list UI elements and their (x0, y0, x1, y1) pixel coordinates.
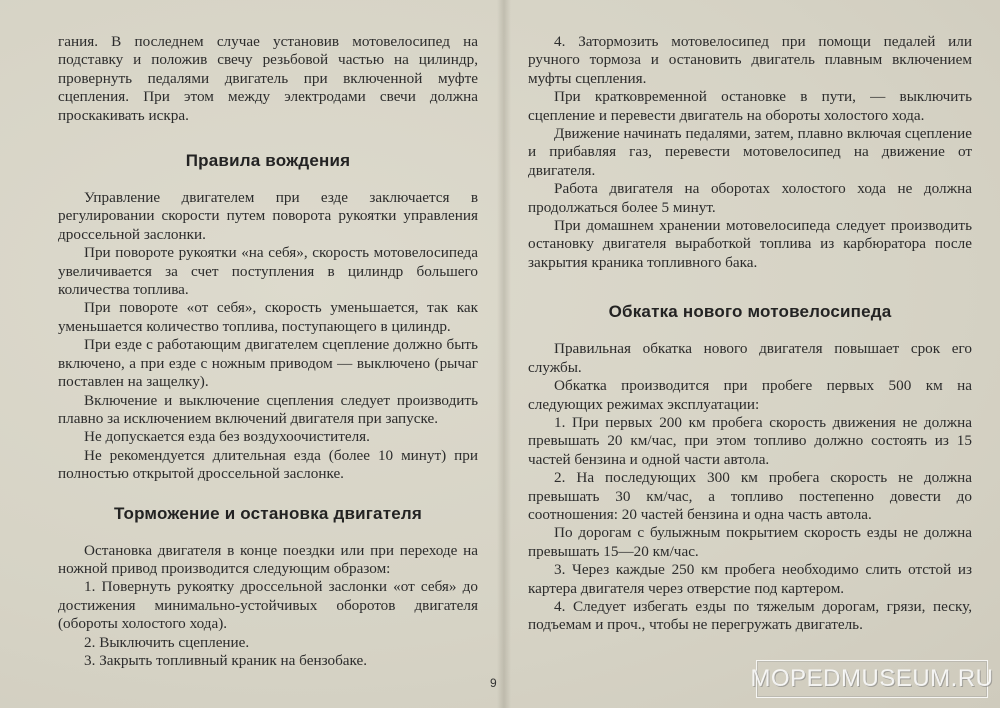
paragraph: При домашнем хранении мотовелосипеда следует производить остановку двигателя выработкой топлива из карбюратора после закрытия краника топливного бака. (528, 217, 972, 271)
page-fold (497, 0, 511, 708)
list-item: 3. Закрыть топливный краник на бензобаке. (84, 651, 368, 669)
list-item: 4. Следует избегать езды по тяжелым дорогам, грязи, песку, подъемам и проч., чтобы не перегружать двигатель. (528, 597, 972, 634)
paragraph: Работа двигателя на оборотах холостого хода не должна продолжаться более 5 минут. (528, 180, 972, 216)
paragraph: Не рекомендуется длительная езда (более 10 минут) при полностью открытой дроссельной заслонке. (58, 446, 478, 483)
page-number: 9 (490, 676, 497, 690)
right-column (528, 33, 972, 635)
section-title-break-in: Обкатка нового мотовелосипеда (608, 302, 892, 322)
paragraph: Включение и выключение сцепления следует производить плавно за исключением включений двигателя при запуске. (58, 391, 478, 427)
paragraph: Движение начинать педалями, затем, плавно включая сцепление и прибавляя газ, перевести мотовелосипед на движение от двигателя. (528, 125, 972, 179)
paragraph: По дорогам с булыжным покрытием скорость езды не должна превышать 15—20 км/час. (528, 524, 972, 560)
paragraph: Не допускается езда без воздухоочистителя. (84, 428, 370, 446)
paragraph: При повороте рукоятки «на себя», скорость мотовелосипеда увеличивается за счет поступления в цилиндр большего количества топлива. (58, 244, 478, 299)
list-item: 3. Через каждые 250 км пробега необходимо слить отстой из картера двигателя через отверстие под картером. (528, 561, 972, 597)
list-item: 4. Затормозить мотовелосипед при помощи педалей или ручного тормоза и остановить двигатель плавным включением муфты сцепления. (528, 33, 972, 87)
paragraph: При повороте «от себя», скорость уменьшается, так как уменьшается количество топлива, поступающего в цилиндр. (58, 299, 478, 335)
list-item: 1. Повернуть рукоятку дроссельной заслонки «от себя» до достижения минимально-устойчивых оборотов двигателя (обороты холостого хода). (58, 578, 478, 633)
paragraph: Управление двигателем при езде заключается в регулировании скорости путем поворота рукоятки управления дроссельной заслонки. (58, 189, 478, 243)
intro-paragraph: гания. В последнем случае установив мотовелосипед на подставку и положив свечу резьбовой частью на цилиндр, провернуть педалями двигатель при включенной муфте сцепления. При этом между электродами свечи должна проскакивать искра. (58, 33, 478, 124)
paragraph: Обкатка производится при пробеге первых 500 км на следующих режимах эксплуатации: (528, 377, 972, 413)
section-title-braking: Торможение и остановка двигателя (113, 503, 423, 523)
list-item: 2. На последующих 300 км пробега скорость не должна превышать 30 км/час, а топливо постепенно довести до соотношения: 20 частей бензина и одна часть автола. (528, 469, 972, 523)
watermark: MOPEDMUSEUM.RU (756, 660, 988, 698)
paragraph: Правильная обкатка нового двигателя повышает срок его службы. (528, 340, 972, 376)
paragraph: При езде с работающим двигателем сцепление должно быть включено, а при езде с ножным приводом — выключено (рычаг поставлен на защелку). (58, 336, 478, 391)
list-item: 1. При первых 200 км пробега скорость движения не должна превышать 20 км/час, при этом топливо должно состоять из 15 частей бензина и одной части автола. (528, 413, 972, 468)
paragraph: Остановка двигателя в конце поездки или при переходе на ножной привод производится следующим образом: (58, 541, 478, 577)
paragraph: При кратковременной остановке в пути, — выключить сцепление и перевести двигатель на обороты холостого хода. (528, 88, 972, 124)
left-column (58, 33, 478, 670)
section-title-driving: Правила вождения (185, 151, 351, 171)
list-item: 2. Выключить сцепление. (84, 633, 250, 651)
